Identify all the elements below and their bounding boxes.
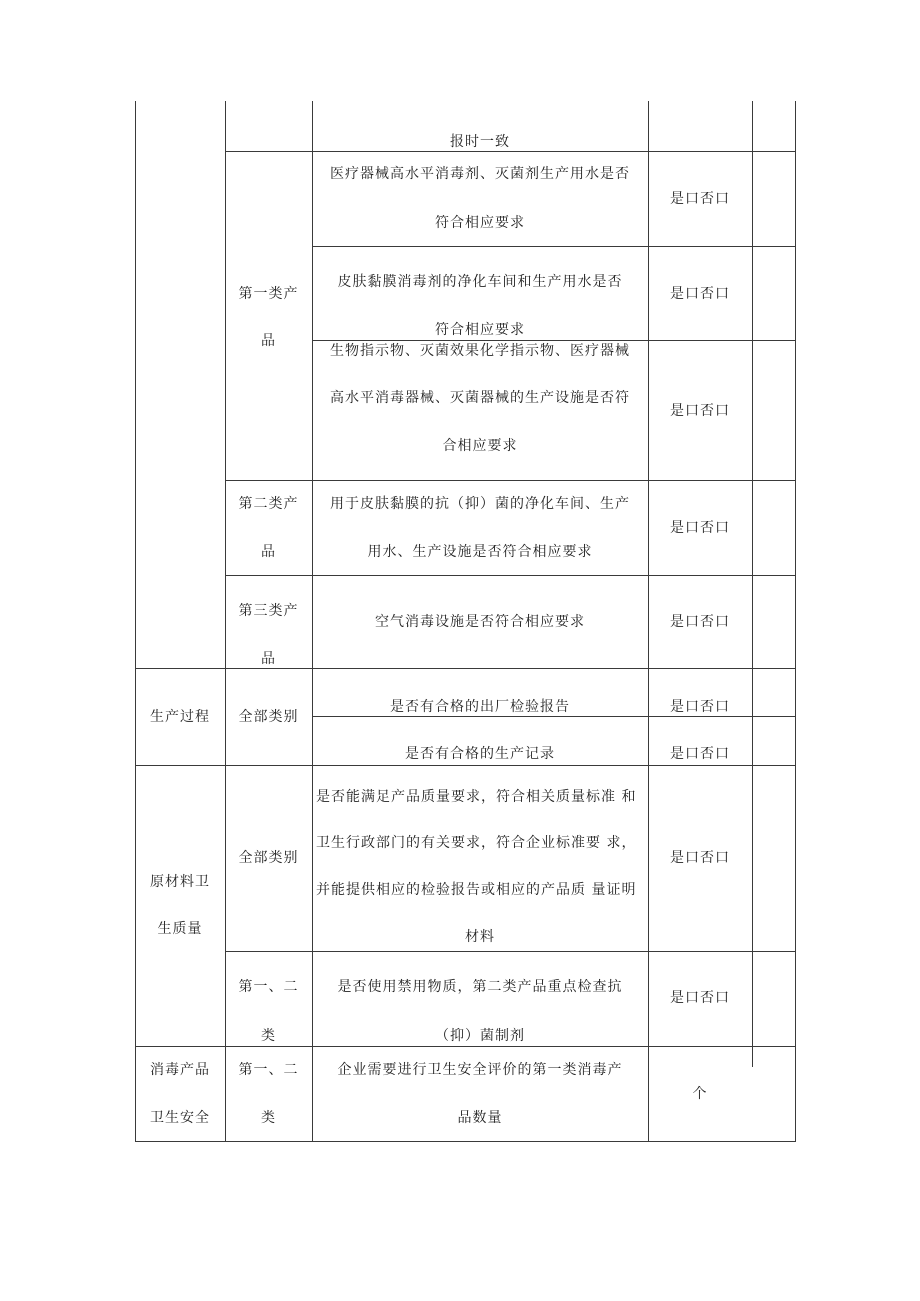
section-label: 原材料卫: [150, 874, 210, 890]
item-text: 品数量: [457, 1110, 503, 1126]
item-text: 皮肤黏膜消毒剂的净化车间和生产用水是否: [337, 274, 623, 290]
grid-line: [312, 340, 795, 341]
grid-line: [225, 951, 795, 952]
item-text: 报时一致: [450, 134, 510, 150]
item-text: 用于皮肤黏膜的抗（抑）菌的净化车间、生产: [330, 496, 630, 512]
grid-line: [135, 765, 795, 766]
item-text: 符合相应要求: [435, 215, 525, 231]
result-checkbox[interactable]: 是口否口: [670, 699, 730, 715]
item-text: 卫生行政部门的有关要求，符合企业标准要 求，: [316, 835, 637, 851]
result-checkbox[interactable]: 是口否口: [670, 850, 730, 866]
result-checkbox[interactable]: 是口否口: [670, 990, 730, 1006]
category-label: 品: [261, 333, 276, 349]
item-text: 是否有合格的生产记录: [405, 746, 555, 762]
item-text: 生物指示物、灭菌效果化学指示物、医疗器械: [330, 343, 630, 359]
item-text: 并能提供相应的检验报告或相应的产品质 量证明: [316, 882, 637, 898]
category-label: 第三类产: [238, 603, 299, 619]
scope-label: 第一、二: [238, 1062, 299, 1078]
scope-label: 全部类别: [238, 709, 299, 725]
grid-line: [135, 1141, 795, 1142]
grid-line: [312, 246, 795, 247]
result-checkbox[interactable]: 是口否口: [670, 286, 730, 302]
grid-line: [225, 151, 795, 152]
category-label: 第一类产: [238, 286, 299, 302]
result-checkbox[interactable]: 是口否口: [670, 746, 730, 762]
item-text: 是否能满足产品质量要求，符合相关质量标准 和: [316, 789, 637, 805]
result-checkbox[interactable]: 是口否口: [670, 614, 730, 630]
item-text: 用水、生产设施是否符合相应要求: [367, 544, 593, 560]
item-text: 是否有合格的出厂检验报告: [390, 699, 570, 715]
category-label: 第二类产: [238, 496, 299, 512]
category-label: 品: [261, 544, 276, 560]
item-text: 医疗器械高水平消毒剂、灭菌剂生产用水是否: [330, 166, 630, 182]
result-checkbox[interactable]: 是口否口: [670, 520, 730, 536]
section-label: 生产过程: [150, 709, 210, 725]
section-label: 生质量: [157, 921, 203, 937]
item-text: 材料: [465, 929, 495, 945]
grid-line: [795, 101, 796, 1142]
result-checkbox[interactable]: 是口否口: [670, 403, 730, 419]
item-text: 企业需要进行卫生安全评价的第一类消毒产: [337, 1062, 623, 1078]
scope-label: 全部类别: [238, 850, 299, 866]
scope-label: 类: [261, 1110, 276, 1126]
result-checkbox[interactable]: 是口否口: [670, 191, 730, 207]
grid-line: [225, 575, 795, 576]
item-text: 空气消毒设施是否符合相应要求: [375, 614, 585, 630]
grid-line: [135, 1046, 795, 1047]
section-label: 卫生安全: [150, 1110, 210, 1126]
count-field[interactable]: 个: [692, 1086, 708, 1102]
item-text: （抑）菌制剂: [435, 1028, 525, 1044]
scope-label: 类: [261, 1028, 276, 1044]
category-label: 品: [261, 651, 276, 667]
item-text: 合相应要求: [442, 438, 518, 454]
item-text: 符合相应要求: [435, 322, 525, 338]
item-text: 高水平消毒器械、灭菌器械的生产设施是否符: [330, 390, 630, 406]
grid-line: [135, 668, 795, 669]
grid-line: [225, 480, 795, 481]
item-text: 是否使用禁用物质，第二类产品重点检查抗: [337, 979, 623, 995]
scope-label: 第一、二: [238, 979, 299, 995]
grid-line: [135, 101, 136, 1142]
grid-line: [312, 716, 795, 717]
section-label: 消毒产品: [150, 1062, 210, 1078]
